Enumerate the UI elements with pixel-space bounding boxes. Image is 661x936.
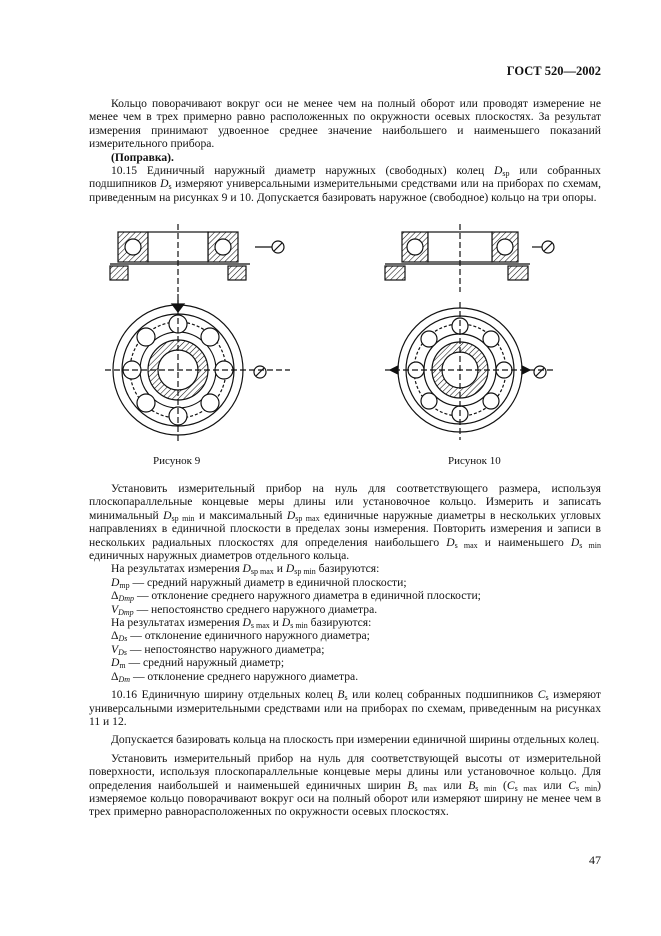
list-item: $\Delta_{Dm}$ — отклонение среднего наружного диаметра. bbox=[111, 669, 359, 684]
paragraph-ring-rotation: Кольцо поворачивают вокруг оси не менее чем на полный оборот или проводят измерение не менее чем в трех примерно равно расположенных по окружности осевых плоскостях. За результат измерения принимают удвоенное среднее значение наибольшего и наименьшего показаний измерительного прибора. bbox=[89, 97, 601, 151]
list-item: $D_m$ — средний наружный диаметр; bbox=[111, 656, 285, 671]
figure-10-diagram bbox=[380, 222, 580, 450]
list-item: $D_{mp}$ — средний наружный диаметр в единичной плоскости; bbox=[111, 575, 407, 590]
paragraph-10-15: 10.15 Единичный наружный диаметр наружных (свободных) колец $D_{sp}$ или собранных подшипников $D_s$ измеряют универсальными измерительными средствами или на приборах по схемам, приведенным на рисунках 9 и 10. Допускается базировать наружное (свободное) кольцо на три опоры. bbox=[89, 164, 601, 204]
list-item: $V_{Dmp}$ — непостоянство среднего наружного диаметра. bbox=[111, 602, 378, 617]
list-item: $\Delta_{Dmp}$ — отклонение среднего наружного диаметра в единичной плоскости; bbox=[111, 589, 481, 604]
document-header: ГОСТ 520—2002 bbox=[506, 64, 601, 78]
figure-9-diagram bbox=[100, 222, 300, 450]
page-number: 47 bbox=[589, 853, 601, 867]
based-on-2: На результатах измерения $D_{s max}$ и $D_{s min}$ базируются: bbox=[111, 616, 372, 631]
figure-10-caption: Рисунок 10 bbox=[448, 455, 501, 467]
paragraph-setup: Установить измерительный прибор на нуль для соответствующего размера, используя плоскопараллельные концевые меры длины или установочное кольцо. Измерить и записать минимальный $D_{sp min}$ и максимальный $D_{sp max}$ единичные наружные диаметры в нескольких угловых направлениях в единичной плоскости в пределах зоны измерения. Повторить измерения и записи в нескольких радиальных плоскостях для определения наибольшего $D_{s max}$ и наименьшего $D_{s min}$ единичных наружных диаметров отдельного кольца. bbox=[89, 482, 601, 563]
based-on-1: На результатах измерения $D_{sp max}$ и $D_{sp min}$ базируются: bbox=[111, 562, 380, 577]
amendment-note: (Поправка). bbox=[111, 150, 174, 164]
list-item: $V_{Ds}$ — непостоянство наружного диаметра; bbox=[111, 642, 325, 657]
text-block-bottom bbox=[89, 482, 601, 819]
results-list-1 bbox=[89, 562, 601, 683]
paragraph-base: Допускается базировать кольца на плоскость при измерении единичной ширины отдельных колец. bbox=[111, 733, 600, 747]
figure-9-caption: Рисунок 9 bbox=[153, 455, 201, 467]
text-block-top bbox=[89, 97, 601, 204]
paragraph-width-setup: Установить измерительный прибор на нуль для соответствующей высоты от измерительной поверхности, используя плоскопараллельные концевые меры длины или установочное кольцо. Для определения наибольшей и наименьшей единичных ширин $B_{s max}$ или $B_{s min}$ ($C_{s max}$ или $C_{s min}$) измеряемое кольцо поворачивают вокруг оси на полный оборот или измеряют ширину не менее чем в трех примерно равнорасположенных по окружности осевых плоскостях. bbox=[89, 751, 602, 819]
paragraph-10-16: 10.16 Единичную ширину отдельных колец $B_s$ или колец собранных подшипников $C_s$ измеряют универсальными измерительными средствами или на приборах по схемам, приведенным на рисунках 11 и 12. bbox=[89, 688, 601, 728]
list-item: $\Delta_{Ds}$ — отклонение единичного наружного диаметра; bbox=[111, 629, 370, 644]
